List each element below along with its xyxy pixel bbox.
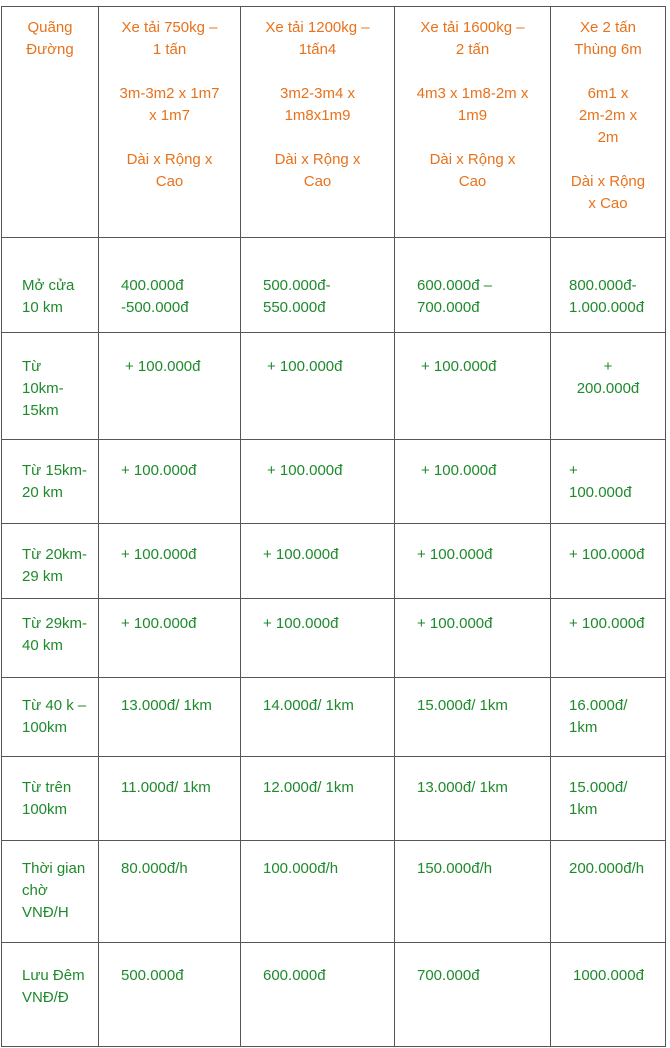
table-cell: + 200.000đ: [551, 333, 666, 440]
row-label: Từ 40 k – 100km: [2, 678, 99, 757]
table-cell: + 100.000đ: [395, 333, 551, 440]
table-cell: 150.000đ/h: [395, 841, 551, 943]
table-cell: 800.000đ- 1.000.000đ: [551, 238, 666, 333]
row-label: Lưu Đêm VNĐ/Đ: [2, 943, 99, 1047]
table-row: [2, 524, 666, 599]
header-cell-1600kg: Xe tải 1600kg – 2 tấn 4m3 x 1m8-2m x 1m9 Dài x Rộng x Cao: [395, 7, 551, 238]
table-cell: 15.000đ/ 1km: [551, 757, 666, 841]
header-cell-1200kg: Xe tải 1200kg – 1tấn4 3m2-3m4 x 1m8x1m9 Dài x Rộng x Cao: [241, 7, 395, 238]
table-cell: 16.000đ/ 1km: [551, 678, 666, 757]
table-cell: 100.000đ/h: [241, 841, 395, 943]
price-table: [1, 6, 666, 1047]
table-cell: + 100.000đ: [551, 440, 666, 524]
table-row: [2, 841, 666, 943]
table-cell: + 100.000đ: [551, 599, 666, 678]
header-cell-distance: Quãng Đường: [2, 7, 99, 238]
table-cell: 14.000đ/ 1km: [241, 678, 395, 757]
table-row: [2, 333, 666, 440]
row-label: Mở cửa 10 km: [2, 238, 99, 333]
table-cell: + 100.000đ: [241, 440, 395, 524]
row-label: Từ trên 100km: [2, 757, 99, 841]
table-row: [2, 599, 666, 678]
table-cell: 13.000đ/ 1km: [99, 678, 241, 757]
row-label: Từ 20km- 29 km: [2, 524, 99, 599]
row-label: Từ 29km- 40 km: [2, 599, 99, 678]
table-cell: + 100.000đ: [241, 333, 395, 440]
table-row: [2, 943, 666, 1047]
table-row: [2, 238, 666, 333]
row-label: Từ 15km- 20 km: [2, 440, 99, 524]
table-cell: 700.000đ: [395, 943, 551, 1047]
table-row: [2, 678, 666, 757]
table-cell: + 100.000đ: [395, 524, 551, 599]
table-cell: 12.000đ/ 1km: [241, 757, 395, 841]
table-cell: 1000.000đ: [551, 943, 666, 1047]
table-cell: 15.000đ/ 1km: [395, 678, 551, 757]
table-cell: 400.000đ -500.000đ: [99, 238, 241, 333]
table-cell: 13.000đ/ 1km: [395, 757, 551, 841]
row-label: Thời gian chờ VNĐ/H: [2, 841, 99, 943]
table-cell: + 100.000đ: [99, 599, 241, 678]
table-cell: 80.000đ/h: [99, 841, 241, 943]
table-row: [2, 757, 666, 841]
table-cell: + 100.000đ: [551, 524, 666, 599]
table-cell: 500.000đ- 550.000đ: [241, 238, 395, 333]
header-row: [2, 7, 666, 238]
table-row: [2, 440, 666, 524]
table-cell: + 100.000đ: [241, 524, 395, 599]
table-cell: 600.000đ – 700.000đ: [395, 238, 551, 333]
table-cell: 11.000đ/ 1km: [99, 757, 241, 841]
table-cell: 200.000đ/h: [551, 841, 666, 943]
table-cell: 600.000đ: [241, 943, 395, 1047]
header-cell-2ton: Xe 2 tấn Thùng 6m 6m1 x 2m-2m x 2m Dài x Rộng x Cao: [551, 7, 666, 238]
table-cell: + 100.000đ: [99, 333, 241, 440]
table-cell: + 100.000đ: [241, 599, 395, 678]
table-cell: + 100.000đ: [395, 440, 551, 524]
row-label: Từ 10km- 15km: [2, 333, 99, 440]
header-cell-750kg: Xe tải 750kg – 1 tấn 3m-3m2 x 1m7 x 1m7 Dài x Rộng x Cao: [99, 7, 241, 238]
table-cell: + 100.000đ: [395, 599, 551, 678]
table-cell: 500.000đ: [99, 943, 241, 1047]
table-cell: + 100.000đ: [99, 440, 241, 524]
table-cell: + 100.000đ: [99, 524, 241, 599]
